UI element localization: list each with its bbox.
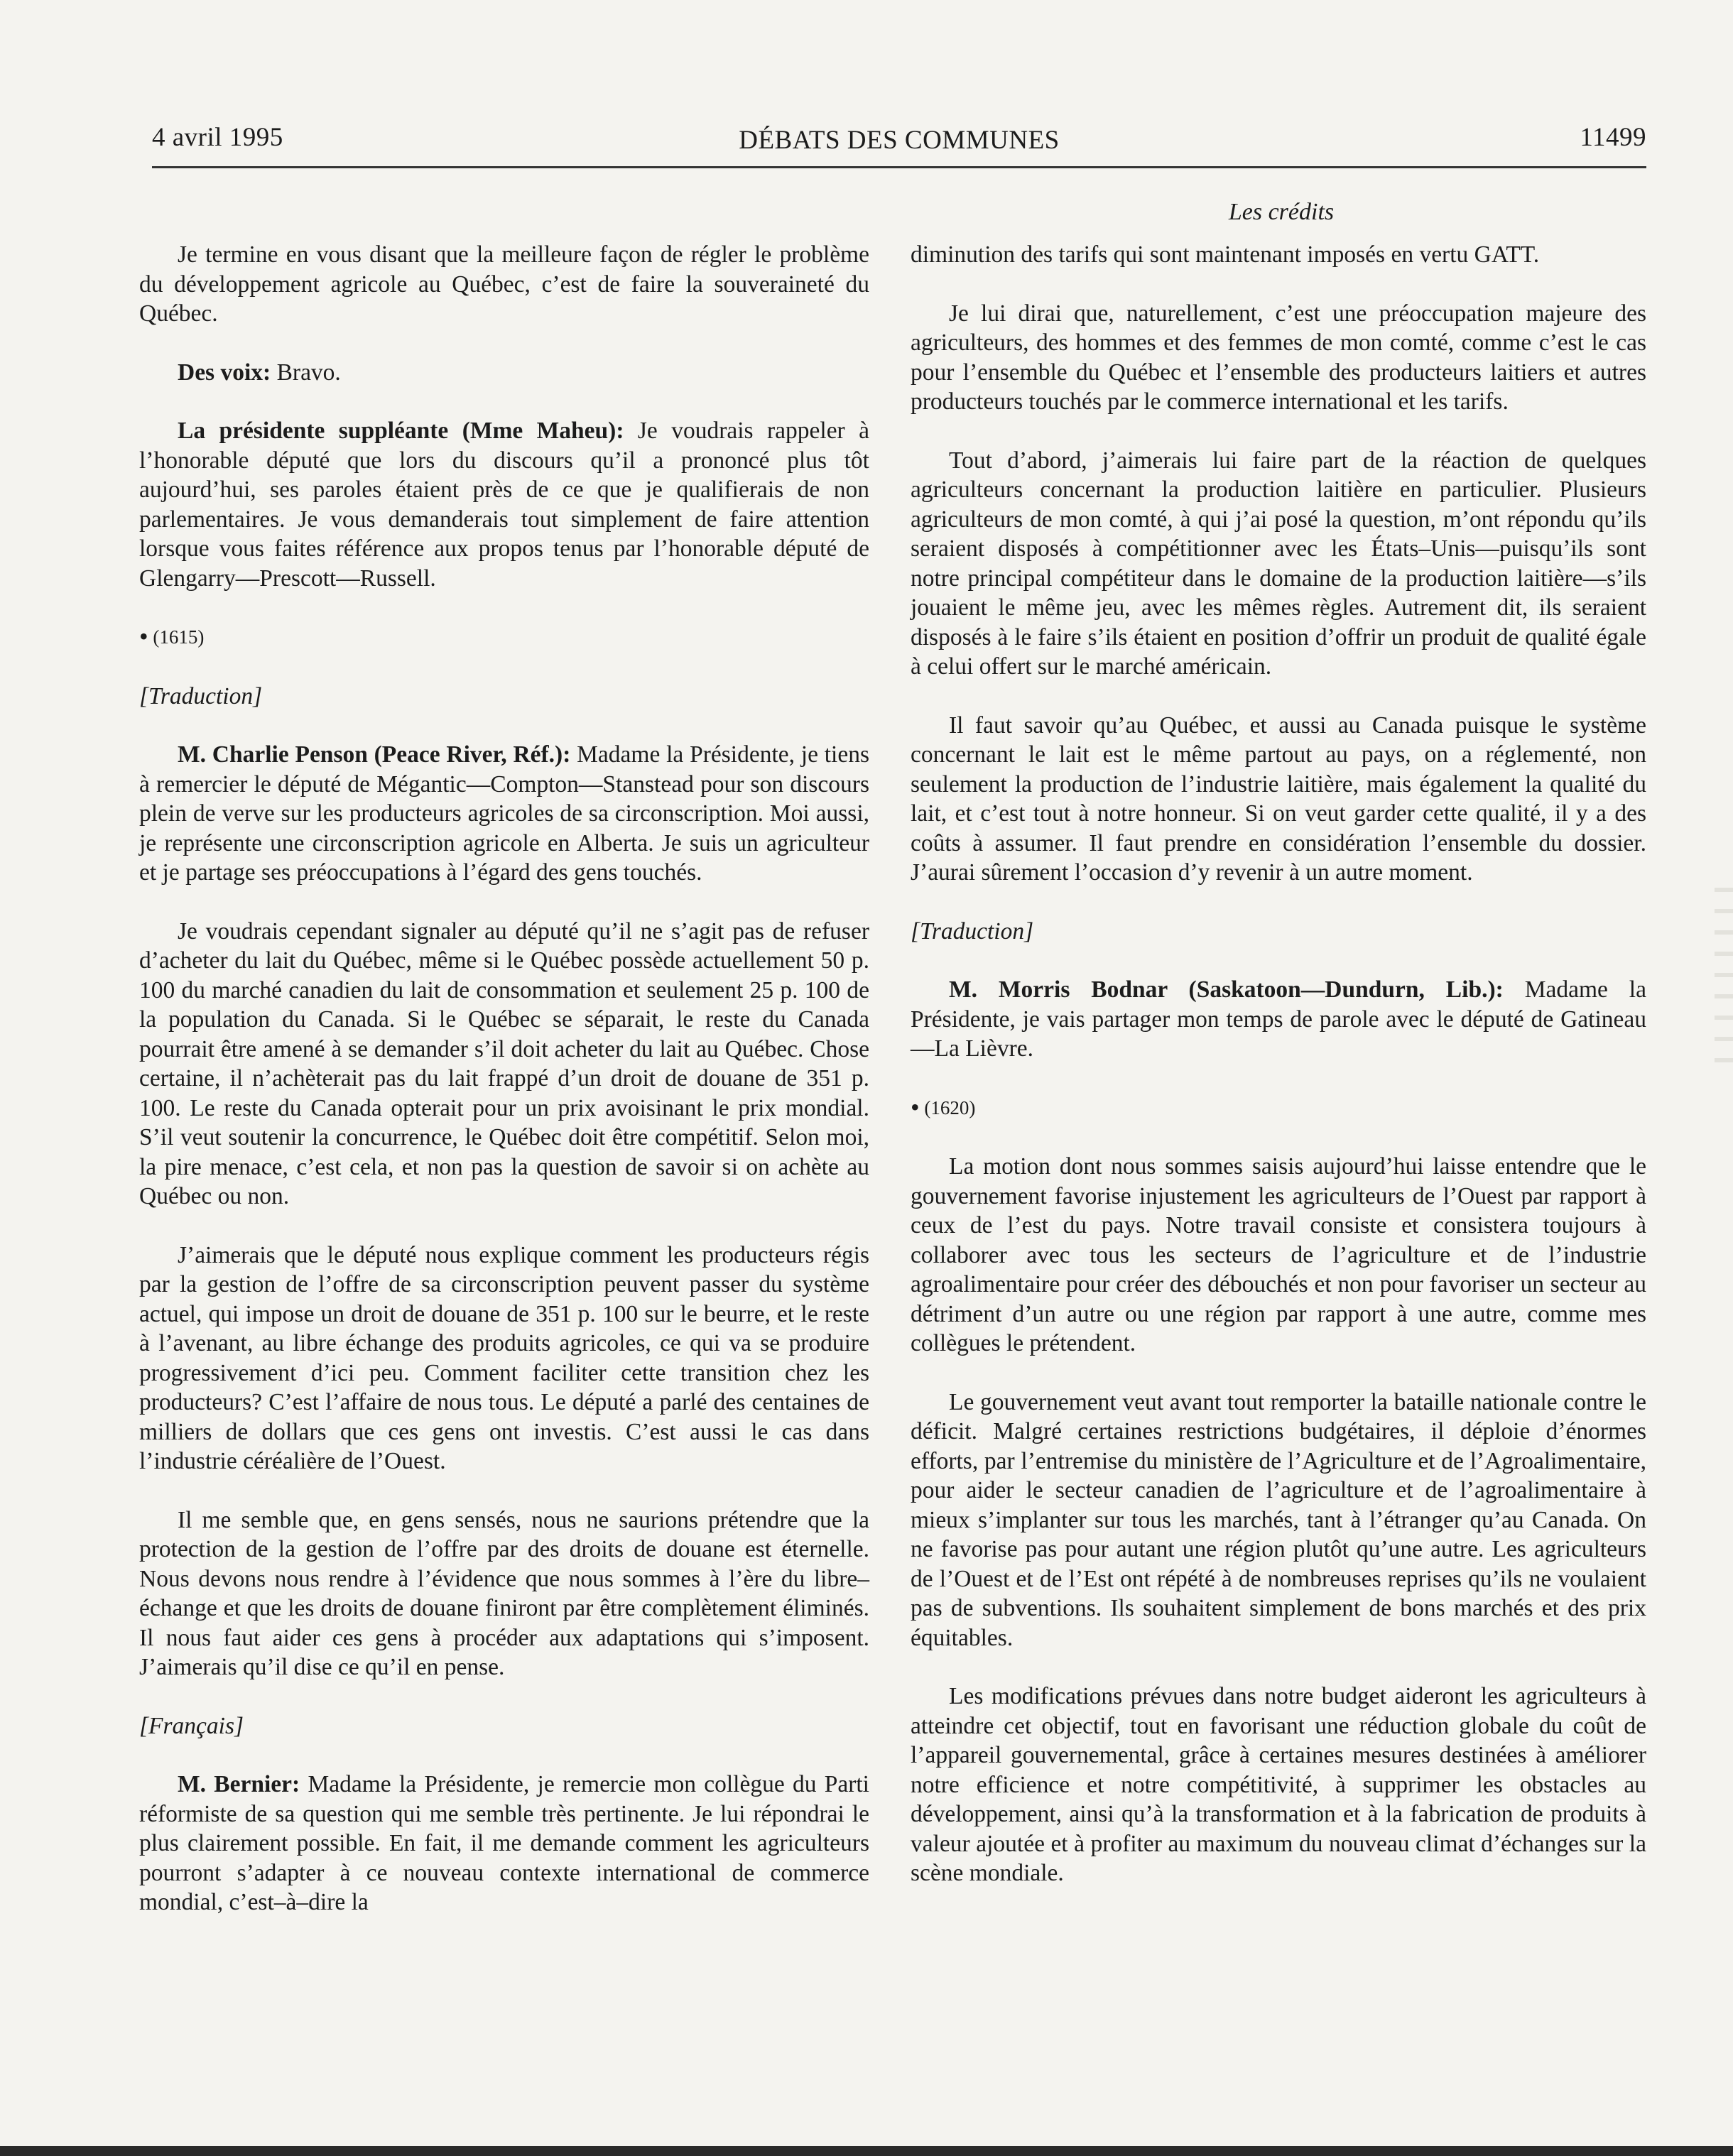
language-tag [139, 682, 869, 712]
paragraph: Il me semble que, en gens sensés, nous ne saurions prétendre que la protection de la gestion de l’offre par des droits de douane est éternelle. Nous devons nous rendre à l’évidence que nous sommes à l’ère du libre–échange et que les droits de douane finiront par être complètement éliminés. Il nous faut aider ces gens à procéder aux adaptations qui s’imposent. J’aimerais qu’il dise ce qu’il en pense. [139, 1506, 869, 1680]
language-tag-text: [Traduction] [139, 682, 263, 709]
time-stamp: (1615) [148, 626, 205, 648]
language-tag-text: [Traduction] [911, 918, 1034, 944]
speech-paragraph [139, 358, 869, 388]
left-column [139, 240, 869, 1947]
time-marker [139, 622, 869, 653]
scan-bottom-edge [0, 2146, 1733, 2156]
speech-text: Je voudrais rappeler à l’honorable député que lors du discours qu’il a prononcé plus tôt aujourd’hui, ses paroles étaient près de ce que je qualifierais de non parlementaires. Je vous demanderais tout simplement de faire attention lorsque vous faites référence aux propos tenus par l’honorable député de Glengarry—Prescott—Russell. [139, 418, 869, 592]
paragraph: La motion dont nous sommes saisis aujourd’hui laisse entendre que le gouvernement favorise injustement les agriculteurs de l’Ouest par rapport à ceux de l’est du pays. Notre travail consiste et consistera toujours à collaborer avec tous les secteurs de l’agriculture et de l’industrie agroalimentaire pour créer des débouchés et non pour favoriser un secteur au détriment d’un autre ou une région par rapport à une autre, comme mes collègues le prétendent. [911, 1153, 1646, 1356]
speech-text: Madame la Présidente, je tiens à remercier le député de Mégantic—Compton—Stanstead pour son discours plein de verve sur les producteurs agricoles de sa circonscription. Moi aussi, je représente une circonscription agricole en Alberta. Je suis un agriculteur et je partage ses préoccupations à l’égard des gens touchés. [139, 741, 869, 886]
paragraph: J’aimerais que le député nous explique comment les producteurs régis par la gestion de l’offre de sa circonscription peuvent passer du système actuel, qui impose un droit de douane de 351 p. 100 sur le beurre, et le reste à l’avenant, au libre échange des produits agricoles, ce qui va se produire progressivement d’ici peu. Comment faciliter cette transition chez les producteurs? C’est l’affaire de nous tous. Le député a parlé des centaines de milliers de dollars que ces gens ont investis. C’est aussi le cas dans l’industrie céréalière de l’Ouest. [139, 1241, 869, 1474]
speaker-name: M. Bernier: [178, 1771, 300, 1797]
page-header [152, 119, 1646, 162]
speech-text: Madame la Présidente, je vais partager mon temps de parole avec le député de Gatineau—La Lièvre. [911, 976, 1646, 1062]
language-tag [139, 1711, 869, 1741]
paragraph: Il faut savoir qu’au Québec, et aussi au Canada puisque le système concernant le lait est le même partout au pays, on a réglementé, non seulement la production de l’industrie laitière, mais également la qualité du lait, et c’est tout à notre honneur. Si on veut garder cette qualité, il y a des coûts à assumer. Il faut prendre en considération l’ensemble du dossier. J’aurai sûrement l’occasion d’y revenir à un autre moment. [911, 712, 1646, 886]
right-column [911, 240, 1646, 1917]
header-date: 4 avril 1995 [152, 123, 283, 152]
speech-paragraph [139, 740, 869, 888]
time-stamp: (1620) [919, 1096, 976, 1118]
scan-margin-artifact [1715, 888, 1733, 1072]
header-page-number: 11499 [1580, 123, 1646, 152]
paragraph: diminution des tarifs qui sont maintenant imposés en vertu GATT. [911, 241, 1540, 268]
paragraph: Je voudrais cependant signaler au député qu’il ne s’agit pas de refuser d’acheter du lait du Québec, même si le Québec possède actuellement 50 p. 100 du marché canadien du lait de consommation et seulement 25 p. 100 de la population du Canada. Si le Québec se séparait, le reste du Canada pourrait être amené à se demander s’il doit acheter du lait au Québec. Chose certaine, il n’achèterait pas du lait frappé d’un droit de douane de 351 p. 100. Le reste du Canada opterait pour un prix avoisinant le prix mondial. S’il veut soutenir la concurrence, le Québec doit être compétitif. Selon moi, la pire menace, c’est cela, et non pas la question de savoir si on achète au Québec ou non. [139, 918, 869, 1209]
speaker-name: M. Charlie Penson (Peace River, Réf.): [178, 741, 571, 768]
paragraph: Le gouvernement veut avant tout remporter la bataille nationale contre le déficit. Malgré certaines restrictions budgétaires, il déploie d’énormes efforts, par l’entremise du ministère de l’Agriculture et de l’Agroalimentaire, pour aider le secteur canadien de l’agriculture et de l’agroalimentaire à mieux s’implanter sur tous les marchés, tant à l’étranger qu’au Canada. On ne favorise pas pour autant une région plutôt qu’une autre. Les agriculteurs de l’Ouest et de l’Est ont répété à de nombreuses reprises qu’ils ne voulaient pas de subventions. Ils souhaitent simplement de bons marchés et des prix équitables. [911, 1388, 1646, 1651]
language-tag [911, 917, 1646, 947]
speech-text: Bravo. [271, 359, 341, 386]
paragraph: Les modifications prévues dans notre budget aideront les agriculteurs à atteindre cet objectif, tout en favorisant une réduction globale du coût de l’appareil gouvernemental, grâce à certaines mesures destinées à améliorer notre efficience et notre compétitivité, à supprimer les obstacles au développement, ainsi qu’à la transformation et à la fabrication de produits à valeur ajoutée et à profiter au maximum du nouveau climat d’échanges sur la scène mondiale. [911, 1683, 1646, 1886]
bullet-icon: • [911, 1092, 920, 1121]
language-tag-text: [Français] [139, 1712, 244, 1739]
speaker-name: La présidente suppléante (Mme Maheu): [178, 418, 624, 444]
speech-text: Madame la Présidente, je remercie mon collègue du Parti réformiste de sa question qui me semble très pertinente. Je lui répondrai le plus clairement possible. En fait, il me demande comment les agriculteurs pourront s’adapter à ce nouveau contexte international de commerce mondial, c’est–à–dire la [139, 1771, 869, 1915]
running-head: Les crédits [1228, 199, 1335, 225]
bullet-icon: • [139, 622, 148, 650]
paragraph: Je termine en vous disant que la meilleure façon de régler le problème du développement agricole au Québec, c’est de faire la souveraineté du Québec. [139, 241, 869, 327]
paragraph: Je lui dirai que, naturellement, c’est une préoccupation majeure des agriculteurs, des hommes et des femmes de mon comté, comme c’est le cas pour l’ensemble du Québec et l’ensemble des producteurs laitiers et autres producteurs touchés par le commerce international et les tarifs. [911, 300, 1646, 415]
speech-paragraph [139, 416, 869, 593]
speaker-name: M. Morris Bodnar (Saskatoon—Dundurn, Lib.): [949, 976, 1504, 1003]
paragraph: Tout d’abord, j’aimerais lui faire part de la réaction de quelques agriculteurs concernant la production laitière en particulier. Plusieurs agriculteurs de mon comté, à qui j’ai posé la question, m’ont répondu qu’ils seraient disposés à compétitionner avec les États–Unis—puisqu’ils sont notre principal compétiteur dans le domaine de la production laitière—s’ils jouaient le même jeu, avec les mêmes règles. Autrement dit, ils seraient disposés à le faire s’ils étaient en position d’offrir un produit de qualité égale à celui offert sur le marché américain. [911, 447, 1646, 680]
speaker-name: Des voix: [178, 359, 271, 386]
header-rule [152, 166, 1646, 168]
time-marker [911, 1093, 1646, 1123]
header-publication-title: DÉBATS DES COMMUNES [739, 126, 1060, 155]
speech-paragraph [911, 975, 1646, 1064]
speech-paragraph [139, 1770, 869, 1917]
